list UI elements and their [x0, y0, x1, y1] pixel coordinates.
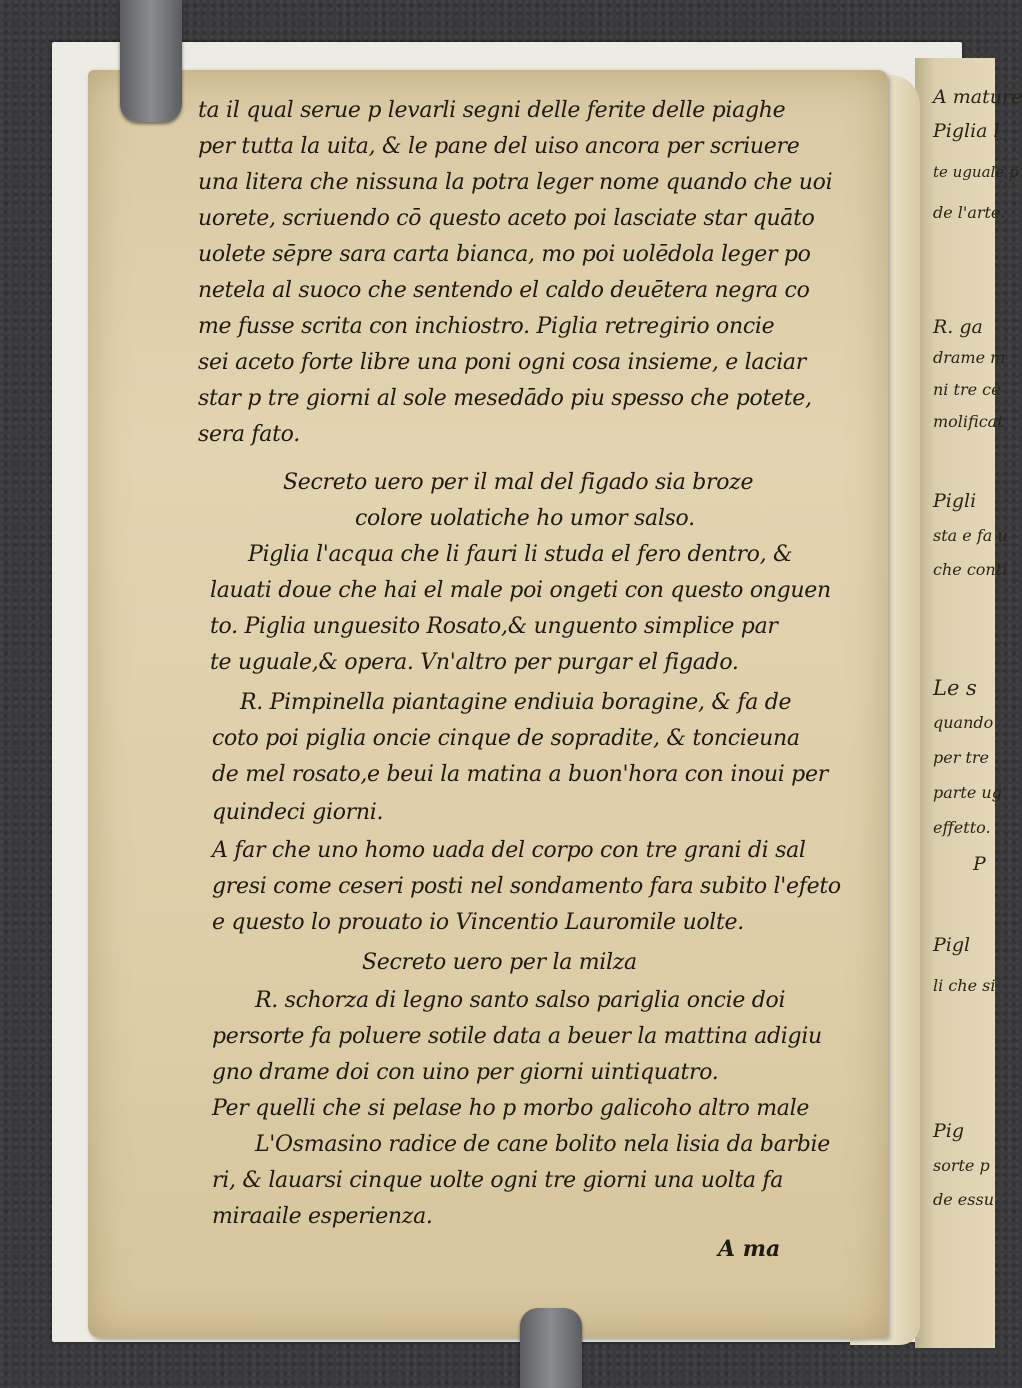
text-line: me fusse scrita con inchiostro. Piglia retregirio oncie [198, 314, 775, 339]
text-line: persorte fa poluere sotile data a beuer la mattina adigiu [212, 1024, 822, 1049]
text-line: R. Pimpinella piantagine endiuia boragine, & fa de [240, 690, 792, 715]
facing-text-line: te uguale p [933, 163, 1019, 181]
facing-text-line: R. ga [933, 316, 983, 338]
text-line: to. Piglia unguesito Rosato,& unguento simplice par [210, 614, 778, 639]
text-line: gresi come ceseri posti nel sondamento fara subito l'efeto [212, 874, 841, 899]
facing-text-line: ni tre ce [933, 380, 1001, 399]
book-clip-bottom [520, 1308, 582, 1388]
facing-text-line: molificat [933, 412, 1004, 431]
facing-text-line: P [973, 853, 986, 875]
text-line: uolete sēpre sara carta bianca, mo poi uolēdola leger po [198, 242, 811, 267]
facing-text-line: parte ug [933, 783, 1002, 802]
text-line: Piglia l'acqua che li fauri li studa el fero dentro, & [248, 542, 793, 567]
facing-text-line: effetto. [933, 818, 991, 837]
facing-text-line: che conti [933, 560, 1008, 579]
text-line: A far che uno homo uada del corpo con tre grani di sal [212, 838, 806, 863]
text-line: de mel rosato,e beui la matina a buon'hora con inoui per [212, 762, 828, 787]
facing-text-line: Piglia l [933, 120, 1000, 142]
text-line: lauati doue che hai el male poi ongeti con questo onguen [210, 578, 831, 603]
text-line: uorete, scriuendo cō questo aceto poi lasciate star quāto [198, 206, 815, 231]
facing-text-line: drame m [933, 348, 1006, 367]
facing-text-line: Le s [933, 676, 977, 700]
book-clip-top [120, 0, 182, 122]
facing-text-line: li che si [933, 976, 996, 995]
facing-text-line: Pig [933, 1120, 965, 1142]
text-line: per tutta la uita, & le pane del uiso ancora per scriuere [198, 134, 800, 159]
section-heading: Secreto uero per la milza [362, 950, 637, 975]
facing-text-line: Pigl [933, 934, 971, 956]
text-line: netela al suoco che sentendo el caldo deuētera negra co [198, 278, 810, 303]
text-line: coto poi piglia oncie cinque de sopradite, & toncieuna [212, 726, 800, 751]
text-line: sei aceto forte libre una poni ogni cosa insieme, e laciar [198, 350, 806, 375]
text-line: te uguale,& opera. Vn'altro per purgar el figado. [210, 650, 739, 675]
facing-text-line: sta e fa u [933, 526, 1008, 545]
catchword: A ma [718, 1236, 781, 1262]
facing-text-line: quando [933, 713, 994, 732]
text-line: quindeci giorni. [212, 800, 384, 825]
section-heading: Secreto uero per il mal del figado sia broze [283, 470, 754, 495]
text-line: L'Osmasino radice de cane bolito nela lisia da barbie [255, 1132, 830, 1157]
text-line: una litera che nissuna la potra leger nome quando che uoi [198, 170, 833, 195]
facing-text-line: de essu [933, 1190, 994, 1209]
facing-text-line: de l'arte. [933, 203, 1006, 222]
text-line: sera fato. [198, 422, 300, 447]
facing-text-line: A mature [933, 86, 1022, 108]
text-line: Per quelli che si pelase ho p morbo galicoho altro male [212, 1096, 810, 1121]
text-line: ri, & lauarsi cinque uolte ogni tre giorni una uolta fa [212, 1168, 784, 1193]
text-line: R. schorza di legno santo salso pariglia oncie doi [255, 988, 786, 1013]
section-heading: colore uolatiche ho umor salso. [355, 506, 695, 531]
text-line: e questo lo prouato io Vincentio Lauromile uolte. [212, 910, 744, 935]
facing-text-line: sorte p [933, 1156, 990, 1175]
text-line: ta il qual serue p levarli segni delle ferite delle piaghe [198, 98, 786, 123]
facing-text-line: per tre [933, 748, 989, 767]
text-line: gno drame doi con uino per giorni uintiquatro. [212, 1060, 719, 1085]
facing-text-line: Pigli [933, 490, 977, 512]
text-line: miraaile esperienza. [212, 1204, 433, 1229]
text-line: star p tre giorni al sole mesedādo piu spesso che potete, [198, 386, 812, 411]
